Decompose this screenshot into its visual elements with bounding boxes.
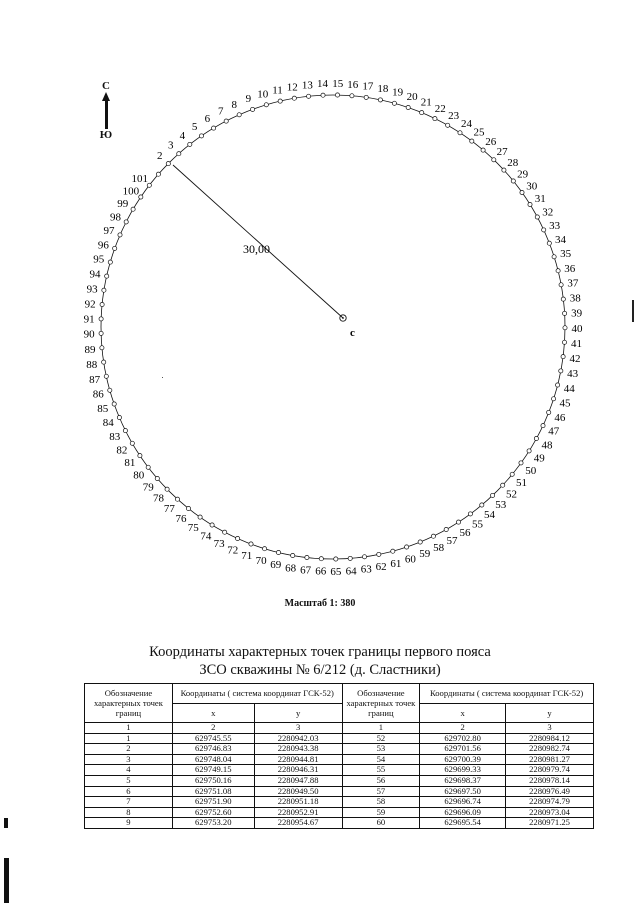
point-label: 7 [217,105,224,118]
col-number: 1 [85,723,173,734]
coord-x: 629695.54 [420,818,506,829]
scan-mark-left-1 [4,818,8,828]
point-label: 39 [571,307,583,320]
boundary-point [458,131,462,135]
point-label: 21 [420,96,432,109]
boundary-point [307,94,311,98]
boundary-point [321,93,325,97]
boundary-point [102,288,106,292]
point-label: 70 [255,555,267,568]
boundary-point [292,96,296,100]
boundary-point [146,465,150,469]
point-label: 2 [157,150,163,163]
header-point-right: Обозначение характерных точек границ [342,684,420,723]
boundary-point [519,461,523,465]
point-label: 9 [245,93,252,106]
point-label: 93 [86,283,98,296]
point-id: 55 [342,765,420,776]
boundary-point [335,93,339,97]
coord-x: 629751.90 [172,797,254,808]
boundary-point [502,168,506,172]
south-label: Ю [99,129,113,141]
boundary-point [236,536,240,540]
point-label: 86 [92,388,104,401]
point-label: 63 [360,563,372,576]
point-label: 40 [571,322,583,335]
boundary-point [563,311,567,315]
boundary-point [491,493,495,497]
point-id: 56 [342,775,420,786]
table-row [85,807,594,818]
point-label: 71 [241,550,253,563]
point-label: 92 [84,298,96,311]
coord-y: 2280976.49 [506,786,594,797]
coord-y: 2280944.81 [254,754,342,765]
boundary-point [112,402,116,406]
point-id: 7 [85,797,173,808]
boundary-point [263,547,267,551]
boundary-point [542,228,546,232]
coord-x: 629750.16 [172,775,254,786]
boundary-point [186,506,190,510]
point-label: 25 [473,126,485,139]
coord-x: 629696.09 [420,807,506,818]
boundary-point [559,283,563,287]
boundary-point [377,552,381,556]
header-x-right: x [420,703,506,723]
point-label: 6 [204,112,211,125]
point-label: 59 [419,548,431,561]
boundary-point [563,326,567,330]
point-id: 4 [85,765,173,776]
point-label: 62 [375,561,387,574]
boundary-points [84,78,583,578]
boundary-point [418,540,422,544]
table-row [85,765,594,776]
boundary-point [104,374,108,378]
point-label: 10 [257,88,269,101]
point-label: 22 [434,102,446,115]
coord-x: 629696.74 [420,797,506,808]
boundary-point [556,383,560,387]
point-label: 78 [153,492,164,505]
point-label: 54 [484,509,495,522]
arrow-shaft [105,101,108,129]
point-id: 60 [342,818,420,829]
point-label: 35 [560,248,572,261]
boundary-point [433,117,437,121]
boundary-point [251,107,255,111]
coord-y: 2280951.18 [254,797,342,808]
table-row [85,818,594,829]
point-label: 88 [86,358,98,371]
boundary-point [444,527,448,531]
coord-y: 2280984.12 [506,733,594,744]
boundary-point [431,534,435,538]
boundary-point [199,134,203,138]
point-id: 2 [85,744,173,755]
point-label: 38 [569,292,581,305]
boundary-point [511,179,515,183]
boundary-point [276,550,280,554]
point-label: 31 [534,193,546,206]
boundary-point [527,449,531,453]
point-label: 51 [516,476,527,489]
point-label: 8 [231,98,238,111]
boundary-point [131,207,135,211]
point-id: 1 [85,733,173,744]
header-point-left: Обозначение характерных точек границ [85,684,173,723]
boundary-point [405,545,409,549]
point-label: 49 [533,452,545,465]
boundary-point [108,388,112,392]
boundary-point [124,220,128,224]
boundary-point [123,429,127,433]
boundary-point [468,512,472,516]
coord-x: 629751.08 [172,786,254,797]
boundary-point [117,415,121,419]
coord-x: 629753.20 [172,818,254,829]
point-label: 41 [571,338,582,351]
boundary-point [210,523,214,527]
point-id: 53 [342,744,420,755]
point-id: 57 [342,786,420,797]
point-label: 65 [330,566,342,578]
boundary-point [378,98,382,102]
point-label: 66 [315,565,327,578]
table-row [85,744,594,755]
boundary-point [406,105,410,109]
scan-mark-right [632,300,634,322]
point-label: 3 [168,139,174,152]
point-label: 19 [392,86,404,99]
coord-x: 629699.33 [420,765,506,776]
boundary-point [99,331,103,335]
point-label: 69 [270,559,282,572]
point-label: 95 [93,253,105,266]
point-label: 98 [110,211,121,224]
point-label: 18 [377,83,389,96]
point-label: 17 [362,80,374,93]
point-label: 55 [472,518,483,531]
coord-x: 629701.56 [420,744,506,755]
point-label: 89 [84,343,96,356]
point-label: 28 [507,157,519,169]
coord-y: 2280954.67 [254,818,342,829]
boundary-point [108,260,112,264]
boundary-point [559,369,563,373]
boundary-point [319,557,323,561]
point-label: 53 [495,499,507,512]
point-label: 16 [347,78,359,91]
coord-y: 2280981.27 [506,754,594,765]
boundary-point [535,215,539,219]
point-label: 97 [103,225,115,238]
point-label: 100 [122,185,140,198]
boundary-point [139,195,143,199]
boundary-point [556,269,560,273]
boundary-point [392,101,396,105]
boundary-point [520,190,524,194]
boundary-point [264,103,268,107]
point-label: 15 [332,78,344,90]
boundary-point [561,355,565,359]
header-y-right: y [506,703,594,723]
table-row [85,754,594,765]
boundary-point [212,126,216,130]
point-label: 45 [559,397,571,410]
point-label: 11 [272,84,283,97]
point-label: 68 [285,562,297,575]
boundary-point [481,148,485,152]
boundary-point [480,503,484,507]
boundary-point [552,397,556,401]
point-label: 14 [317,78,328,91]
point-label: 20 [406,91,418,104]
point-label: 74 [200,530,212,543]
boundary-point [362,555,366,559]
point-label: 24 [461,117,472,130]
boundary-point [113,246,117,250]
coord-x: 629698.37 [420,775,506,786]
boundary-point [541,424,545,428]
col-number: 2 [420,723,506,734]
boundary-point [237,113,241,117]
coord-x: 629752.60 [172,807,254,818]
point-label: 77 [163,503,175,516]
coord-y: 2280943.38 [254,744,342,755]
boundary-point [188,142,192,146]
boundary-point [561,297,565,301]
boundary-point [166,162,170,166]
point-label: 32 [542,206,554,219]
boundary-point [492,158,496,162]
point-label: 99 [117,198,129,211]
point-id: 3 [85,754,173,765]
coord-y: 2280946.31 [254,765,342,776]
point-label: 36 [564,262,576,275]
point-label: 44 [563,383,575,395]
point-id: 54 [342,754,420,765]
boundary-point [391,549,395,553]
table-title [0,643,640,679]
center-label: с [350,327,355,339]
boundary-point [547,241,551,245]
coord-y: 2280942.03 [254,733,342,744]
table-row [85,786,594,797]
point-label: 73 [213,537,225,550]
boundary-point [102,360,106,364]
coord-y: 2280952.91 [254,807,342,818]
table-row [85,775,594,786]
coord-x: 629748.04 [172,754,254,765]
coord-y: 2280971.25 [506,818,594,829]
boundary-point [100,346,104,350]
boundary-point [165,487,169,491]
boundary-point [175,497,179,501]
boundary-point [130,441,134,445]
boundary-point [278,99,282,103]
point-label: 87 [89,373,101,386]
boundary-point [100,302,104,306]
point-label: 79 [142,481,154,494]
point-label: 29 [517,168,529,181]
point-id: 9 [85,818,173,829]
point-label: 5 [191,121,198,133]
point-label: 67 [300,564,312,577]
point-label: 60 [404,553,416,566]
boundary-point [446,123,450,127]
point-id: 52 [342,733,420,744]
point-label: 85 [97,403,109,415]
col-number: 3 [506,723,594,734]
boundary-point [198,515,202,519]
header-coords-right: Координаты ( система координат ГСК-52) [420,684,594,704]
table-title-line2: ЗСО скважины № 6/212 (д. Сластники) [199,662,441,678]
point-label: 26 [485,135,497,148]
boundary-point [350,94,354,98]
point-label: 48 [541,439,553,452]
zone-boundary-circle [101,95,565,559]
table-row [85,797,594,808]
point-label: 47 [548,425,560,438]
boundary-point [348,556,352,560]
table-row [85,733,594,744]
boundary-point [420,111,424,115]
boundary-point [470,139,474,143]
point-label: 34 [555,233,566,246]
table-title-line1: Координаты характерных точек границы первого пояса [149,644,491,660]
point-label: 43 [567,368,579,381]
point-label: 96 [97,239,109,252]
coord-y: 2280973.04 [506,807,594,818]
point-label: 33 [549,219,561,232]
coordinates-table [84,683,594,829]
boundary-point [223,530,227,534]
boundary-point [552,255,556,259]
center-point-dot [342,317,344,319]
point-label: 84 [102,417,114,430]
point-label: 80 [133,469,145,482]
point-label: 42 [569,353,581,366]
coord-x: 629749.15 [172,765,254,776]
point-label: 64 [345,565,357,578]
boundary-point [305,555,309,559]
coord-y: 2280949.50 [254,786,342,797]
north-arrow [98,80,114,141]
point-label: 82 [116,444,128,457]
coord-x: 629746.83 [172,744,254,755]
point-label: 72 [227,544,239,557]
boundary-point [562,340,566,344]
boundary-point [249,542,253,546]
point-label: 56 [459,527,471,540]
point-label: 76 [175,512,187,525]
col-number: 3 [254,723,342,734]
coord-x: 629745.55 [172,733,254,744]
point-label: 23 [448,109,460,122]
point-label: 52 [506,488,517,501]
point-label: 4 [179,130,186,142]
point-label: 50 [525,464,537,477]
coord-x: 629697.50 [420,786,506,797]
boundary-point [138,454,142,458]
boundary-point [99,317,103,321]
point-label: 90 [83,328,95,341]
header-coords-left: Координаты ( система координат ГСК-52) [172,684,342,704]
coord-x: 629700.39 [420,754,506,765]
point-label: 58 [433,542,445,554]
point-id: 5 [85,775,173,786]
boundary-point [510,472,514,476]
point-label: 27 [496,146,508,159]
point-label: 94 [89,268,101,281]
boundary-point [501,483,505,487]
coord-y: 2280978.14 [506,775,594,786]
speck [162,377,163,378]
point-label: 75 [187,522,199,534]
coord-x: 629702.80 [420,733,506,744]
point-label: 61 [390,557,402,570]
point-label: 37 [567,277,579,290]
point-id: 6 [85,786,173,797]
point-label: 13 [301,79,313,92]
col-number: 2 [172,723,254,734]
radius-label: 30,00 [243,242,270,256]
coord-y: 2280974.79 [506,797,594,808]
point-label: 83 [109,431,121,443]
header-y-left: y [254,703,342,723]
scan-mark-left-2 [4,858,9,903]
boundary-point [156,172,160,176]
point-label: 30 [526,180,538,193]
point-label: 46 [554,411,566,424]
arrow-head-icon [102,92,110,101]
point-id: 58 [342,797,420,808]
boundary-point [528,202,532,206]
boundary-point [534,436,538,440]
scale-caption: Масштаб 1: 380 [284,598,356,609]
boundary-point [105,274,109,278]
boundary-point [334,557,338,561]
point-label: 91 [83,313,95,326]
boundary-point [456,520,460,524]
point-label: 57 [446,535,458,547]
coord-y: 2280947.88 [254,775,342,786]
north-label: С [102,80,110,92]
coord-y: 2280979.74 [506,765,594,776]
point-label: 81 [124,457,136,470]
point-id: 8 [85,807,173,818]
boundary-point [118,233,122,237]
boundary-point [155,476,159,480]
point-label: 101 [131,173,149,185]
header-x-left: x [172,703,254,723]
col-number: 1 [342,723,420,734]
point-id: 59 [342,807,420,818]
coord-y: 2280982.74 [506,744,594,755]
boundary-point [547,410,551,414]
boundary-point [291,553,295,557]
point-label: 12 [286,81,298,94]
boundary-point [177,152,181,156]
boundary-point [224,119,228,123]
boundary-point [364,95,368,99]
